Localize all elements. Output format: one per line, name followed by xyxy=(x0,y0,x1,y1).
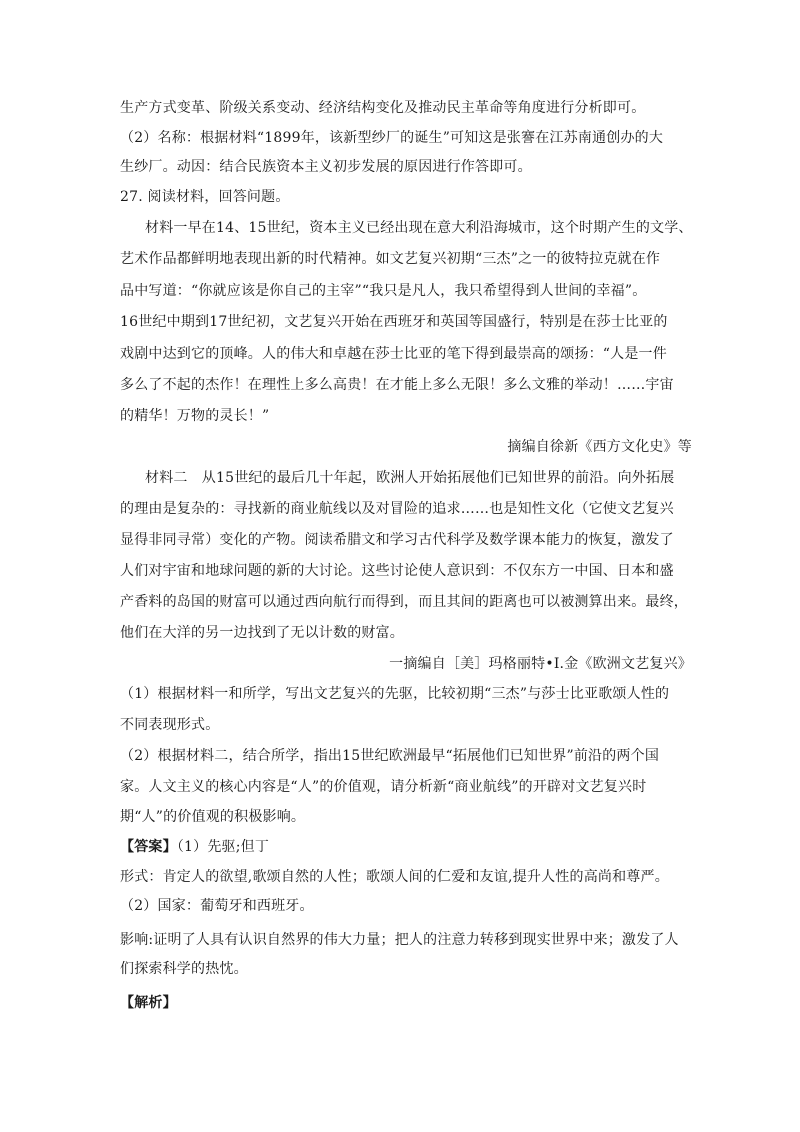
text-line: （2）根据材料二，结合所学，指出15世纪欧洲最早“拓展他们已知世界”前沿的两个国 xyxy=(120,748,660,764)
text-line: 家。人文主义的核心内容是“人”的价值观，请分析新“商业航线”的开辟对文艺复兴时 xyxy=(120,779,647,795)
answer-label: 【答案】 xyxy=(120,839,177,855)
text-line: 形式：肯定人的欲望,歌颂自然的人性；歌颂人间的仁爱和友谊,提升人性的高尚和尊严。 xyxy=(120,869,669,885)
text-line: 品中写道：“你就应该是你自己的主宰”“我只是凡人，我只希望得到人世间的幸福”。 xyxy=(120,283,647,299)
text-line: 影响:证明了人具有认识自然界的伟大力量；把人的注意力转移到现实世界中来；激发了人 xyxy=(120,932,679,948)
answer-line xyxy=(120,837,269,857)
text-line: 人们对宇宙和地球问题的新的大讨论。这些讨论使人意识到：不仅东方一中国、日本和盛 xyxy=(120,563,674,579)
answer-text: （1）先驱;但丁 xyxy=(176,839,270,855)
text-line: 他们在大洋的另一边找到了无以计数的财富。 xyxy=(120,625,404,641)
text-line: 生纱厂。动因：结合民族资本主义初步发展的原因进行作答即可。 xyxy=(120,159,532,175)
citation: 摘编自徐新《西方文化史》等 xyxy=(507,439,692,455)
text-line: （1）根据材料一和所学，写出文艺复兴的先驱，比较初期“三杰”与莎士比亚歌颂人性的 xyxy=(120,686,670,702)
text-line: 16世纪中期到17世纪初，文艺复兴开始在西班牙和英国等国盛行，特别是在莎士比亚的 xyxy=(120,314,668,330)
text-line: 不同表现形式。 xyxy=(120,717,220,733)
text-line: （2）名称：根据材料“1899年，该新型纱厂的诞生”可知这是张謇在江苏南通创办的大 xyxy=(120,130,664,146)
text-line: 艺术作品都鲜明地表现出新的时代精神。如文艺复兴初期“三杰”之一的彼特拉克就在作 xyxy=(120,251,661,267)
text-line: 的精华！万物的灵长！” xyxy=(120,408,270,424)
text-line: 产香料的岛国的财富可以通过西向航行而得到，而且其间的距离也可以被测算出来。最终， xyxy=(120,594,688,610)
text-line: 材料二 从15世纪的最后几十年起，欧洲人开始拓展他们已知世界的前沿。向外拓展 xyxy=(145,470,675,486)
text-line: 的理由是复杂的：寻找新的商业航线以及对冒险的追求……也是知性文化（它使文艺复兴 xyxy=(120,501,674,517)
question-heading: 27. 阅读材料，回答问题。 xyxy=(120,189,290,205)
text-line: 们探索科学的热忱。 xyxy=(120,961,248,977)
analysis-label: 【解析】 xyxy=(120,995,177,1011)
citation: 一摘编自［美］玛格丽特•I.金《欧洲文艺复兴》 xyxy=(389,656,692,672)
text-line: 材料一早在14、15世纪，资本主义已经出现在意大利沿海城市，这个时期产生的文学、 xyxy=(145,220,693,236)
text-line: 显得非同寻常）变化的产物。阅读希腊文和学习古代科学及数学课本能力的恢复，激发了 xyxy=(120,532,674,548)
text-line: （2）国家：葡萄牙和西班牙。 xyxy=(120,898,314,914)
text-line: 戏剧中达到它的顶峰。人的伟大和卓越在莎士比亚的笔下得到最崇高的颂扬：“人是一件 xyxy=(120,346,667,362)
text-line: 生产方式变革、阶级关系变动、经济结构变化及推动民主革命等角度进行分析即可。 xyxy=(120,100,646,116)
text-line: 多么了不起的杰作！在理性上多么高贵！在才能上多么无限！多么文雅的举动！……宇宙 xyxy=(120,377,674,393)
text-line: 期“人”的价值观的积极影响。 xyxy=(120,809,306,825)
